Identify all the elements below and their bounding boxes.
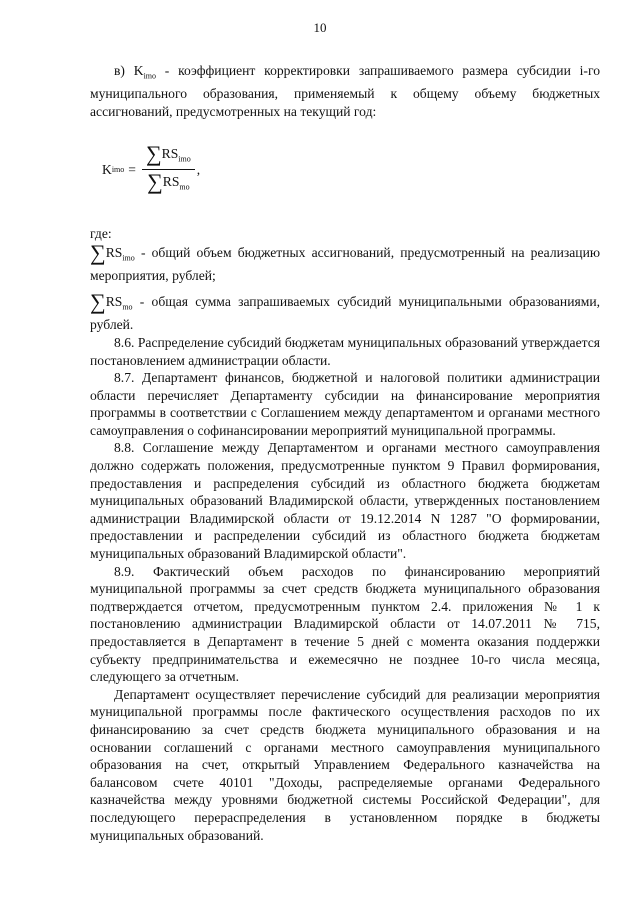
sum-sign: ∑	[90, 289, 106, 314]
item-v-text: в) K	[114, 63, 144, 78]
paragraph-8-8: 8.8. Соглашение между Департаментом и органами местного самоуправления должно содержать положения, предусмотренные пунктом 9 Правил формирования, предоставления и распределения субсидий из областного бюджета бюджетам муниципальных образований Владимирской области, утвержденных постановлением администрации Владимирской области от 19.12.2014 N 1287 "О формировании, предоставлении и распределении субсидий из областного бюджета бюджетам муниципальных образований Владимирской области".	[90, 440, 600, 562]
definition-2-text: - общая сумма запрашиваемых субсидий муниципальными образованиями, рублей.	[90, 294, 600, 333]
formula-eq: =	[128, 161, 136, 177]
definition-1	[90, 242, 600, 285]
document-body	[90, 62, 600, 844]
denominator-sub: mo	[179, 182, 190, 192]
definition-1-text: - общий объем бюджетных ассигнований, предусмотренный на реализацию мероприятия, рублей;	[90, 245, 600, 284]
sum-sign: ∑	[90, 240, 106, 266]
item-v-sub: imo	[143, 71, 157, 81]
definition-1-sub: imo	[122, 253, 135, 263]
sum-sign: ∑	[147, 169, 163, 194]
definition-2-sub: mo	[122, 302, 133, 312]
item-v-rest: - коэффициент корректировки запрашиваемого размера субсидии i-го муниципального образования, применяемый к общему объему бюджетных ассигнований, предусмотренных на текущий год:	[90, 63, 600, 119]
paragraph-8-9: 8.9. Фактический объем расходов по финансированию мероприятий муниципальной программы за счет средств бюджета муниципального образования подтверждается отчетом, предусмотренным пунктом 2.4. приложения № 1 к постановлению администрации Владимирской области от 14.07.2011 № 715, предоставляется в Департамент в течение 5 дней с момента оказания поддержки субъекту предпринимательства и ежемесячно не позднее 10-го числа месяца, следующего за отчетным.	[90, 563, 600, 685]
formula-numerator	[142, 140, 195, 170]
formula-lhs-sub: imo	[111, 164, 125, 174]
paragraph-8-7: 8.7. Департамент финансов, бюджетной и налоговой политики администрации области перечисляет Департаменту субсидии на финансирование мероприятия программы в соответствии с Соглашением между департаментом и органами местного самоуправления о софинансировании мероприятий муниципальной программы.	[90, 370, 600, 438]
formula-fraction	[142, 140, 195, 197]
paragraph-department: Департамент осуществляет перечисление субсидий для реализации мероприятия муниципальной программы после фактического осуществления расходов по их финансированию за счет средств бюджета муниципального образования и на основании соглашений с органами местного самоуправления муниципального образования на счет, открытый Управлением Федерального казначейства на балансовом счете 40101 "Доходы, распределяемые органами Федерального казначейства между уровнями бюджетной системы Российской Федерации", для последующего перераспределения в установленном порядке в бюджеты муниципальных образований.	[90, 686, 600, 843]
definition-1-symbol: RS	[105, 245, 123, 261]
definition-2	[90, 291, 600, 334]
formula-denominator	[142, 170, 195, 196]
sum-sign: ∑	[145, 140, 162, 166]
numerator-sub: imo	[178, 154, 191, 164]
definition-2-symbol: RS	[105, 294, 123, 309]
formula-lhs: K	[102, 161, 112, 177]
numerator-symbol: RS	[161, 145, 179, 161]
formula-tail: ,	[196, 161, 201, 177]
paragraph-8-6: 8.6. Распределение субсидий бюджетам муниципальных образований утверждается постановлением администрации области.	[90, 334, 600, 368]
page-number: 10	[313, 20, 327, 35]
item-v-paragraph	[90, 62, 600, 121]
denominator-symbol: RS	[162, 174, 180, 189]
formula	[102, 135, 600, 205]
where-label: где:	[90, 225, 112, 241]
